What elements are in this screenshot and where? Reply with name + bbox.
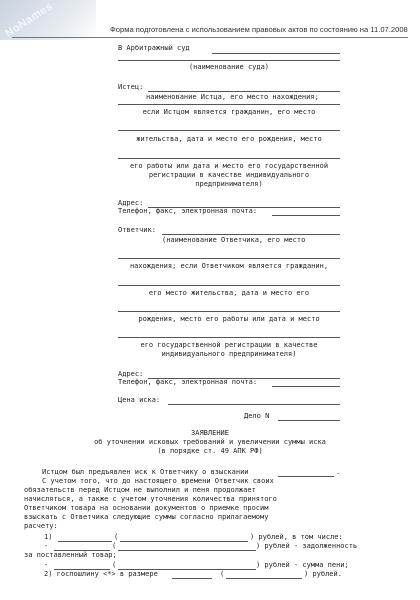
document-title: ЗАЯВЛЕНИЕ: [191, 429, 229, 437]
defendant-line-3: [118, 285, 340, 286]
plaintiff-hint-1: наименование Истца, его место нахождения;: [146, 93, 319, 101]
defendant-hint-4: рождения, место его работы или дата и место: [138, 315, 320, 323]
defendant-hint-6: индивидуального предпринимателя): [161, 350, 297, 358]
claim-price-label: Цена иска:: [118, 396, 161, 404]
item-1-debt-dash: -: [44, 542, 49, 550]
source-note: Форма подготовлена с использованием правовых актов по состоянию на 11.07.2008: [110, 25, 408, 34]
plaintiff-contacts-line: [272, 215, 340, 216]
item-1-penalty-suffix: ) рублей - сумма пени;: [256, 561, 349, 569]
plaintiff-label: Истец:: [118, 83, 144, 91]
item-1-debt-subject: за поставленный товар;: [24, 551, 117, 559]
plaintiff-name-line: [148, 91, 340, 92]
item-1-paren: (: [114, 533, 119, 541]
paragraph-2-line-4: Ответчиком товара на основании документов о приемке просим: [24, 504, 269, 512]
defendant-hint-2: нахождения; если Ответчиком является гражданин,: [129, 262, 329, 270]
plaintiff-line-2: [118, 104, 340, 105]
paragraph-1: Истцом был предъявлен иск к Ответчику о взыскании: [42, 468, 249, 476]
paragraph-2-line-3: начисляться, а также с учетом уточнения количества принятого: [24, 495, 277, 503]
paragraph-2-line-1: С учетом того, что до настоящего времени Ответчик своих: [42, 477, 274, 485]
item-1-amount-line: [58, 541, 112, 542]
defendant-contacts-line: [272, 386, 340, 387]
paragraph-1-dot: .: [336, 468, 341, 476]
court-label: В Арбитражный суд: [118, 44, 190, 52]
item-2-amount-line: [172, 578, 212, 579]
defendant-label: Ответчик:: [118, 226, 156, 234]
court-hint: (наименование суда): [188, 63, 270, 71]
paragraph-2-line-5: взыскать с Ответчика следующие суммы согласно прилагаемому: [24, 513, 269, 521]
defendant-hint-1: (наименование Ответчика, его место: [162, 236, 306, 244]
paragraph-1-line: [278, 476, 334, 477]
item-2-paren: (: [220, 570, 225, 578]
document-subtitle: об уточнении исковых требований и увеличении суммы иска: [94, 438, 326, 446]
item-1-debt-paren: (: [112, 542, 117, 550]
defendant-line-2: [118, 258, 340, 259]
defendant-address-label: Адрес:: [118, 370, 144, 378]
item-2-suffix: ) рублей.: [304, 570, 342, 578]
paragraph-2-line-6: расчету:: [24, 522, 58, 530]
item-1-penalty-dash: -: [44, 561, 49, 569]
defendant-line-5: [118, 337, 340, 338]
defendant-contacts-label: Телефон, факс, электронная почта:: [118, 378, 258, 386]
plaintiff-hint-3: жительства, дата и место его рождения, место: [136, 135, 322, 143]
item-2-text: 2) госпошлину <*> в размере: [44, 570, 158, 578]
item-1-number: 1): [44, 533, 53, 541]
court-name-line: [212, 53, 340, 54]
plaintiff-line-3: [118, 130, 340, 131]
defendant-hint-5: его государственной регистрации в качестве: [140, 341, 318, 349]
item-1-debt-words-line: [118, 550, 256, 551]
watermark-text: NoNames: [3, 0, 56, 40]
defendant-line-4: [118, 311, 340, 312]
defendant-hint-3: его место жительства, дата и место его: [148, 289, 310, 297]
item-1-suffix: ) рублей, в том числе:: [250, 533, 343, 541]
plaintiff-contacts-label: Телефон, факс, электронная почта:: [118, 207, 258, 215]
item-1-words-line: [120, 541, 248, 542]
case-number-line: [278, 420, 340, 421]
plaintiff-hint-6: предпринимателя): [195, 180, 263, 188]
defendant-name-line: [162, 234, 340, 235]
plaintiff-hint-4: его работы или дата и место его государственной: [129, 162, 329, 170]
document-legal-basis: (в порядке ст. 49 АПК РФ): [157, 447, 263, 455]
paragraph-2-line-2: обязательств перед Истцом не выполнил и пеня продолжает: [24, 486, 256, 494]
case-number-label: Дело N: [244, 412, 270, 420]
court-name-line-2: [118, 60, 340, 61]
plaintiff-hint-2: если Истцом является гражданин, его место: [142, 108, 316, 116]
item-2-words-line: [226, 578, 302, 579]
plaintiff-line-4: [118, 158, 340, 159]
plaintiff-address-label: Адрес:: [118, 199, 144, 207]
item-1-penalty-paren: (: [112, 561, 117, 569]
item-1-debt-suffix: ) рублей - задолженность: [256, 542, 358, 550]
plaintiff-hint-5: регистрации в качестве индивидуального: [148, 171, 310, 179]
claim-price-line: [168, 404, 340, 405]
